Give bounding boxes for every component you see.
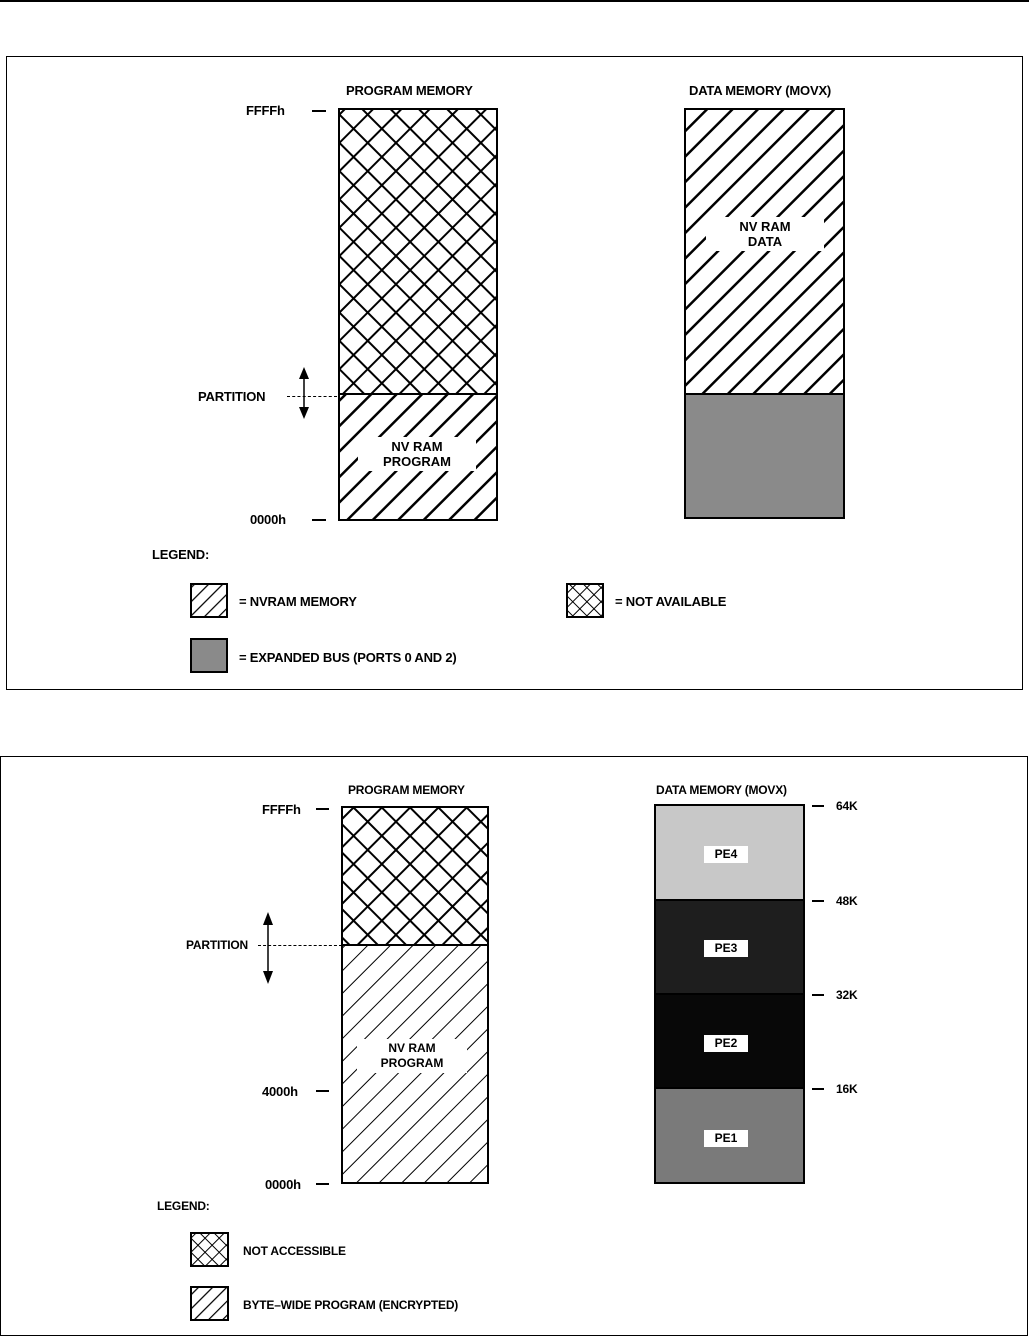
fig1-program-memory-title: PROGRAM MEMORY [346, 83, 473, 98]
fig1-legend-expanded-bus: = EXPANDED BUS (PORTS 0 AND 2) [239, 650, 457, 665]
fig1-nvram-data-line1: NV RAM [739, 219, 791, 234]
fig2-legend-byte-wide: BYTE–WIDE PROGRAM (ENCRYPTED) [243, 1298, 459, 1312]
fig1-nvram-data-line2: DATA [747, 234, 783, 249]
fig1-legend-nvram: = NVRAM MEMORY [239, 594, 357, 609]
fig2-label-16k: 16K [836, 1082, 858, 1096]
fig1-addr-0000: 0000h [250, 512, 286, 527]
fig2-legend-not-accessible: NOT ACCESSIBLE [243, 1244, 346, 1258]
fig2-legend-not-accessible-swatch [191, 1233, 228, 1266]
fig2-addr-ffff: FFFFh [262, 802, 301, 817]
fig2-nvram-program-line1: NV RAM [388, 1041, 436, 1055]
fig2-partition-label: PARTITION [186, 938, 248, 952]
fig1-data-memory-title: DATA MEMORY (MOVX) [689, 83, 832, 98]
fig2-pe2-label: PE2 [704, 1035, 748, 1052]
fig2-program-memory-title: PROGRAM MEMORY [348, 783, 465, 797]
fig2-data-memory-title: DATA MEMORY (MOVX) [656, 783, 787, 797]
fig2-pe3-label: PE3 [704, 940, 748, 957]
fig1-partition-label: PARTITION [198, 389, 266, 404]
fig2-pe4-label: PE4 [704, 846, 748, 863]
fig1-addr-ffff: FFFFh [246, 103, 285, 118]
fig1-legend-title: LEGEND: [152, 547, 210, 562]
fig2-label-64k: 64K [836, 799, 858, 813]
fig2-label-48k: 48K [836, 894, 858, 908]
fig1-legend-not-available: = NOT AVAILABLE [615, 594, 727, 609]
fig2-legend-byte-wide-swatch [191, 1287, 228, 1320]
fig1-nvram-program-line2: PROGRAM [383, 454, 451, 469]
fig1-nvram-program-line1: NV RAM [391, 439, 443, 454]
fig2-label-32k: 32K [836, 988, 858, 1002]
fig2-addr-0000: 0000h [265, 1177, 301, 1192]
fig2-pe1-label: PE1 [704, 1130, 748, 1147]
fig2-nvram-program-line2: PROGRAM [380, 1056, 444, 1070]
fig2-legend-title: LEGEND: [157, 1199, 210, 1213]
fig2-addr-4000: 4000h [262, 1084, 298, 1099]
